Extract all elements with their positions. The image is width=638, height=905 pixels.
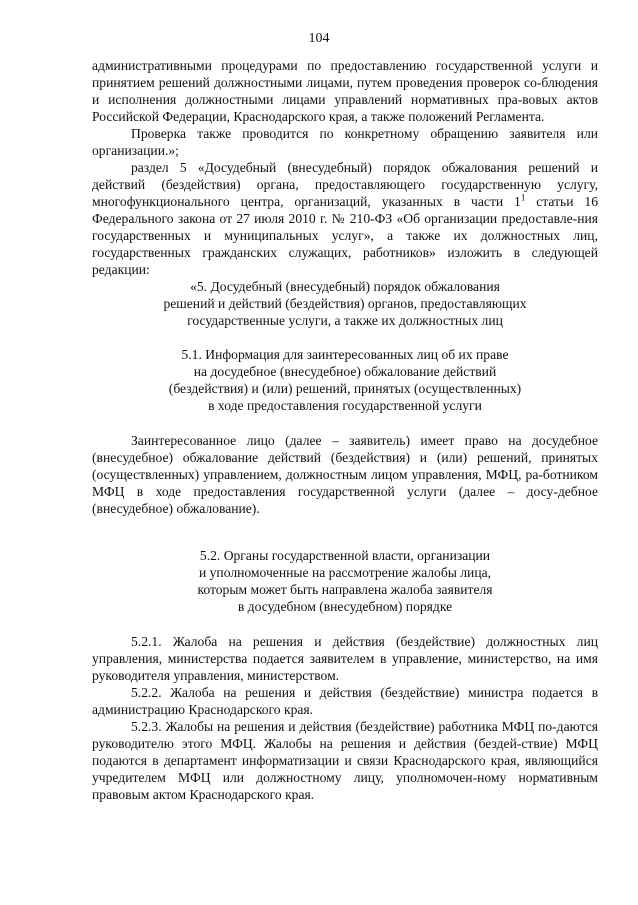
heading-line: на досудебное (внесудебное) обжалование действий: [193, 364, 497, 379]
paragraph-intro-2: Проверка также проводится по конкретному обращению заявителя или организации.»;: [92, 126, 598, 158]
heading-line: государственные услуги, а также их должностных лиц: [187, 313, 503, 328]
paragraph-5-2-2: 5.2.2. Жалоба на решения и действия (бездействие) министра подается в администрацию Краснодарского края.: [92, 685, 598, 717]
document-body: [92, 57, 598, 803]
heading-line: «5. Досудебный (внесудебный) порядок обжалования: [190, 279, 500, 294]
heading-line: и уполномоченные на рассмотрение жалобы лица,: [198, 565, 492, 580]
heading-line: решений и действий (бездействия) органов, предоставляющих: [163, 296, 527, 311]
paragraph-5-1: Заинтересованное лицо (далее – заявитель) имеет право на досудебное (внесудебное) обжалование действий (бездействия) и (или) решений, принятых (осуществленных) управлением, должностным лицом управления, МФЦ, ра-ботником МФЦ в ходе предоставления государственной услуги (далее – досу-дебное (внесудебное) обжалование).: [92, 433, 598, 516]
paragraph-5-2-1: 5.2.1. Жалоба на решения и действия (бездействие) должностных лиц управления, министерства подается заявителем в управление, министерство, на имя руководителя управления, министерством.: [92, 634, 598, 683]
heading-section-5-2: [92, 547, 598, 615]
amendment-text-end: статьи 16 Федерального закона от 27 июля 2010 г. № 210-ФЗ «Об организации предоставле-ния государственных и муниципальных услуг», а также их должностных лиц, государственных гражданских служащих, работников» изложить в следующей редакции:: [92, 194, 598, 277]
paragraph-5-2-3: 5.2.3. Жалобы на решения и действия (бездействие) работника МФЦ по-даются руководителю этого МФЦ. Жалобы на решения и действия (бездей-ствие) МФЦ подаются в департамент информатизации и связи Краснодарского края, являющийся учредителем МФЦ или должностному лицу, уполномочен-ному нормативным правовым актом Краснодарского края.: [92, 719, 598, 802]
heading-line: (бездействия) и (или) решений, принятых (осуществленных): [168, 381, 522, 396]
paragraph-section5-amendment: [92, 159, 598, 278]
paragraph-intro-1: административными процедурами по предоставлению государственной услуги и принятием решений должностными лицами, путем проведения проверок со-блюдения и исполнения должностными лицами управлений нормативных пра-вовых актов Российской Федерации, Краснодарского края, а также положений Регламента.: [92, 58, 598, 124]
heading-section-5: [92, 278, 598, 329]
heading-line: которым может быть направлена жалоба заявителя: [197, 582, 493, 597]
page-number: 104: [308, 31, 330, 46]
heading-line: 5.2. Органы государственной власти, организации: [199, 548, 491, 563]
amendment-text-start: раздел 5 «Досудебный (внесудебный) порядок обжалования решений и действий (бездействия) органа, предоставляющего государственную услугу, многофункционального центра, организаций, указанных в части 1: [92, 160, 598, 209]
heading-line: в ходе предоставления государственной услуги: [208, 398, 482, 413]
heading-line: в досудебном (внесудебном) порядке: [237, 599, 453, 614]
superscript-1: 1: [520, 192, 526, 203]
heading-line: 5.1. Информация для заинтересованных лиц об их праве: [181, 347, 509, 362]
heading-section-5-1: [92, 346, 598, 414]
